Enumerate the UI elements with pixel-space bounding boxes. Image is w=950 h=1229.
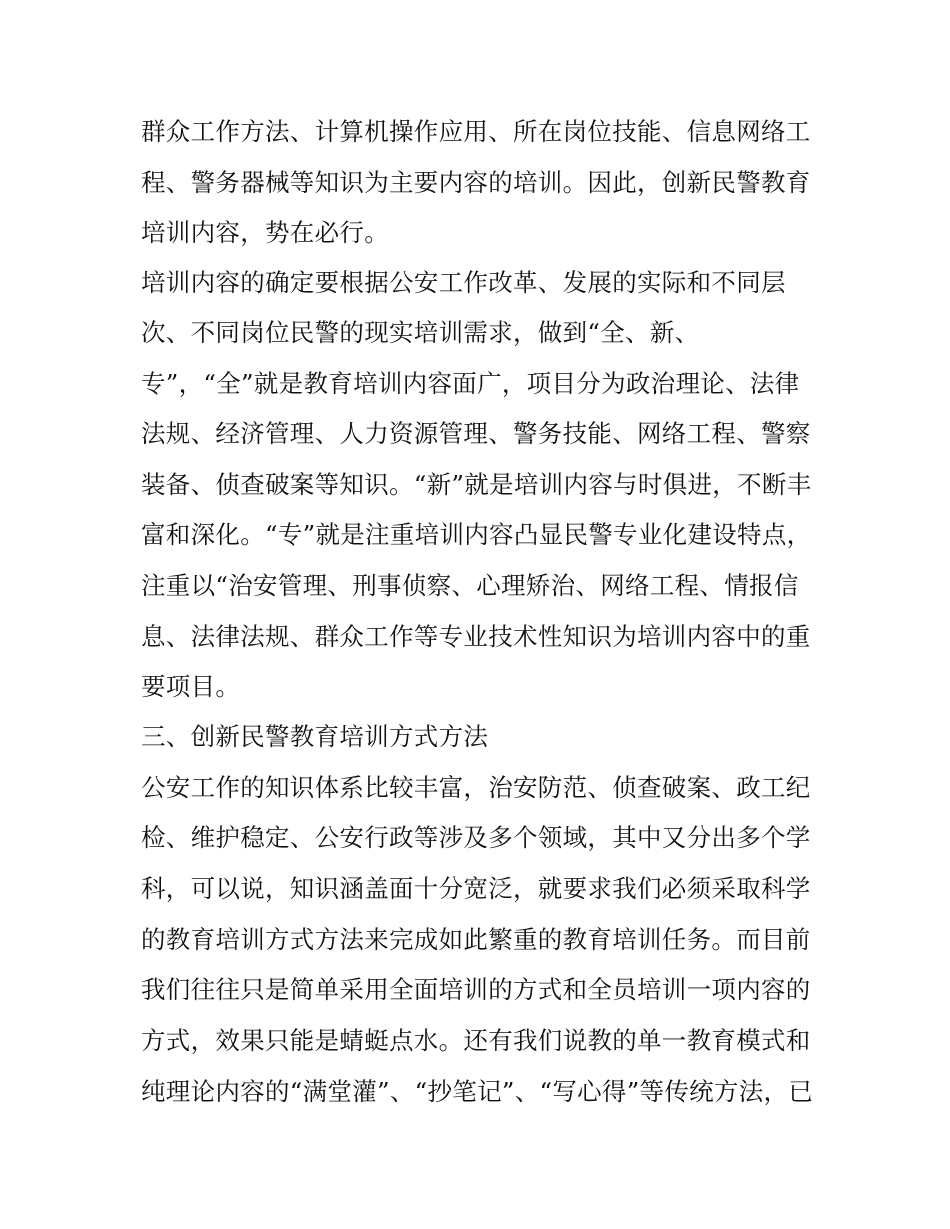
text-line: 注重以“治安管理、刑事侦察、心理矫治、网络工程、情报信 [141,571,799,600]
paragraph-first-line: 公安工作的知识体系比较丰富，治安防范、侦查破案、政工纪 [141,773,811,802]
text-line: 群众工作方法、计算机操作应用、所在岗位技能、信息网络工 [141,117,811,146]
text-line: 的教育培训方式方法来完成如此繁重的教育培训任务。而目前 [141,925,811,954]
paragraph-first-line: 培训内容的确定要根据公安工作改革、发展的实际和不同层 [141,268,786,297]
text-line: 专”，“全”就是教育培训内容面广，项目分为政治理论、法律 [141,369,800,398]
text-line: 装备、侦查破案等知识。“新”就是培训内容与时俱进，不断丰 [141,470,812,499]
text-line: 富和深化。“专”就是注重培训内容凸显民警专业化建设特点， [141,520,812,549]
text-line: 程、警务器械等知识为主要内容的培训。因此，创新民警教育 [141,168,811,197]
text-line: 次、不同岗位民警的现实培训需求，做到“全、新、 [141,318,700,347]
text-line: 法规、经济管理、人力资源管理、警务技能、网络工程、警察 [141,419,811,448]
text-line: 纯理论内容的“满堂灌”、“抄笔记”、“写心得”等传统方法，已 [141,1077,814,1106]
text-line: 科，可以说，知识涵盖面十分宽泛，就要求我们必须采取科学 [141,874,811,903]
section-heading: 三、创新民警教育培训方式方法 [141,722,489,751]
text-line: 检、维护稳定、公安行政等涉及多个领域，其中又分出多个学 [141,823,811,852]
text-line: 方式，效果只能是蜻蜓点水。还有我们说教的单一教育模式和 [141,1026,811,1055]
text-line: 我们往往只是简单采用全面培训的方式和全员培训一项内容的 [141,975,811,1004]
text-line: 息、法律法规、群众工作等专业技术性知识为培训内容中的重 [141,622,811,651]
text-line: 培训内容，势在必行。 [141,218,389,247]
text-line: 要项目。 [141,672,241,701]
